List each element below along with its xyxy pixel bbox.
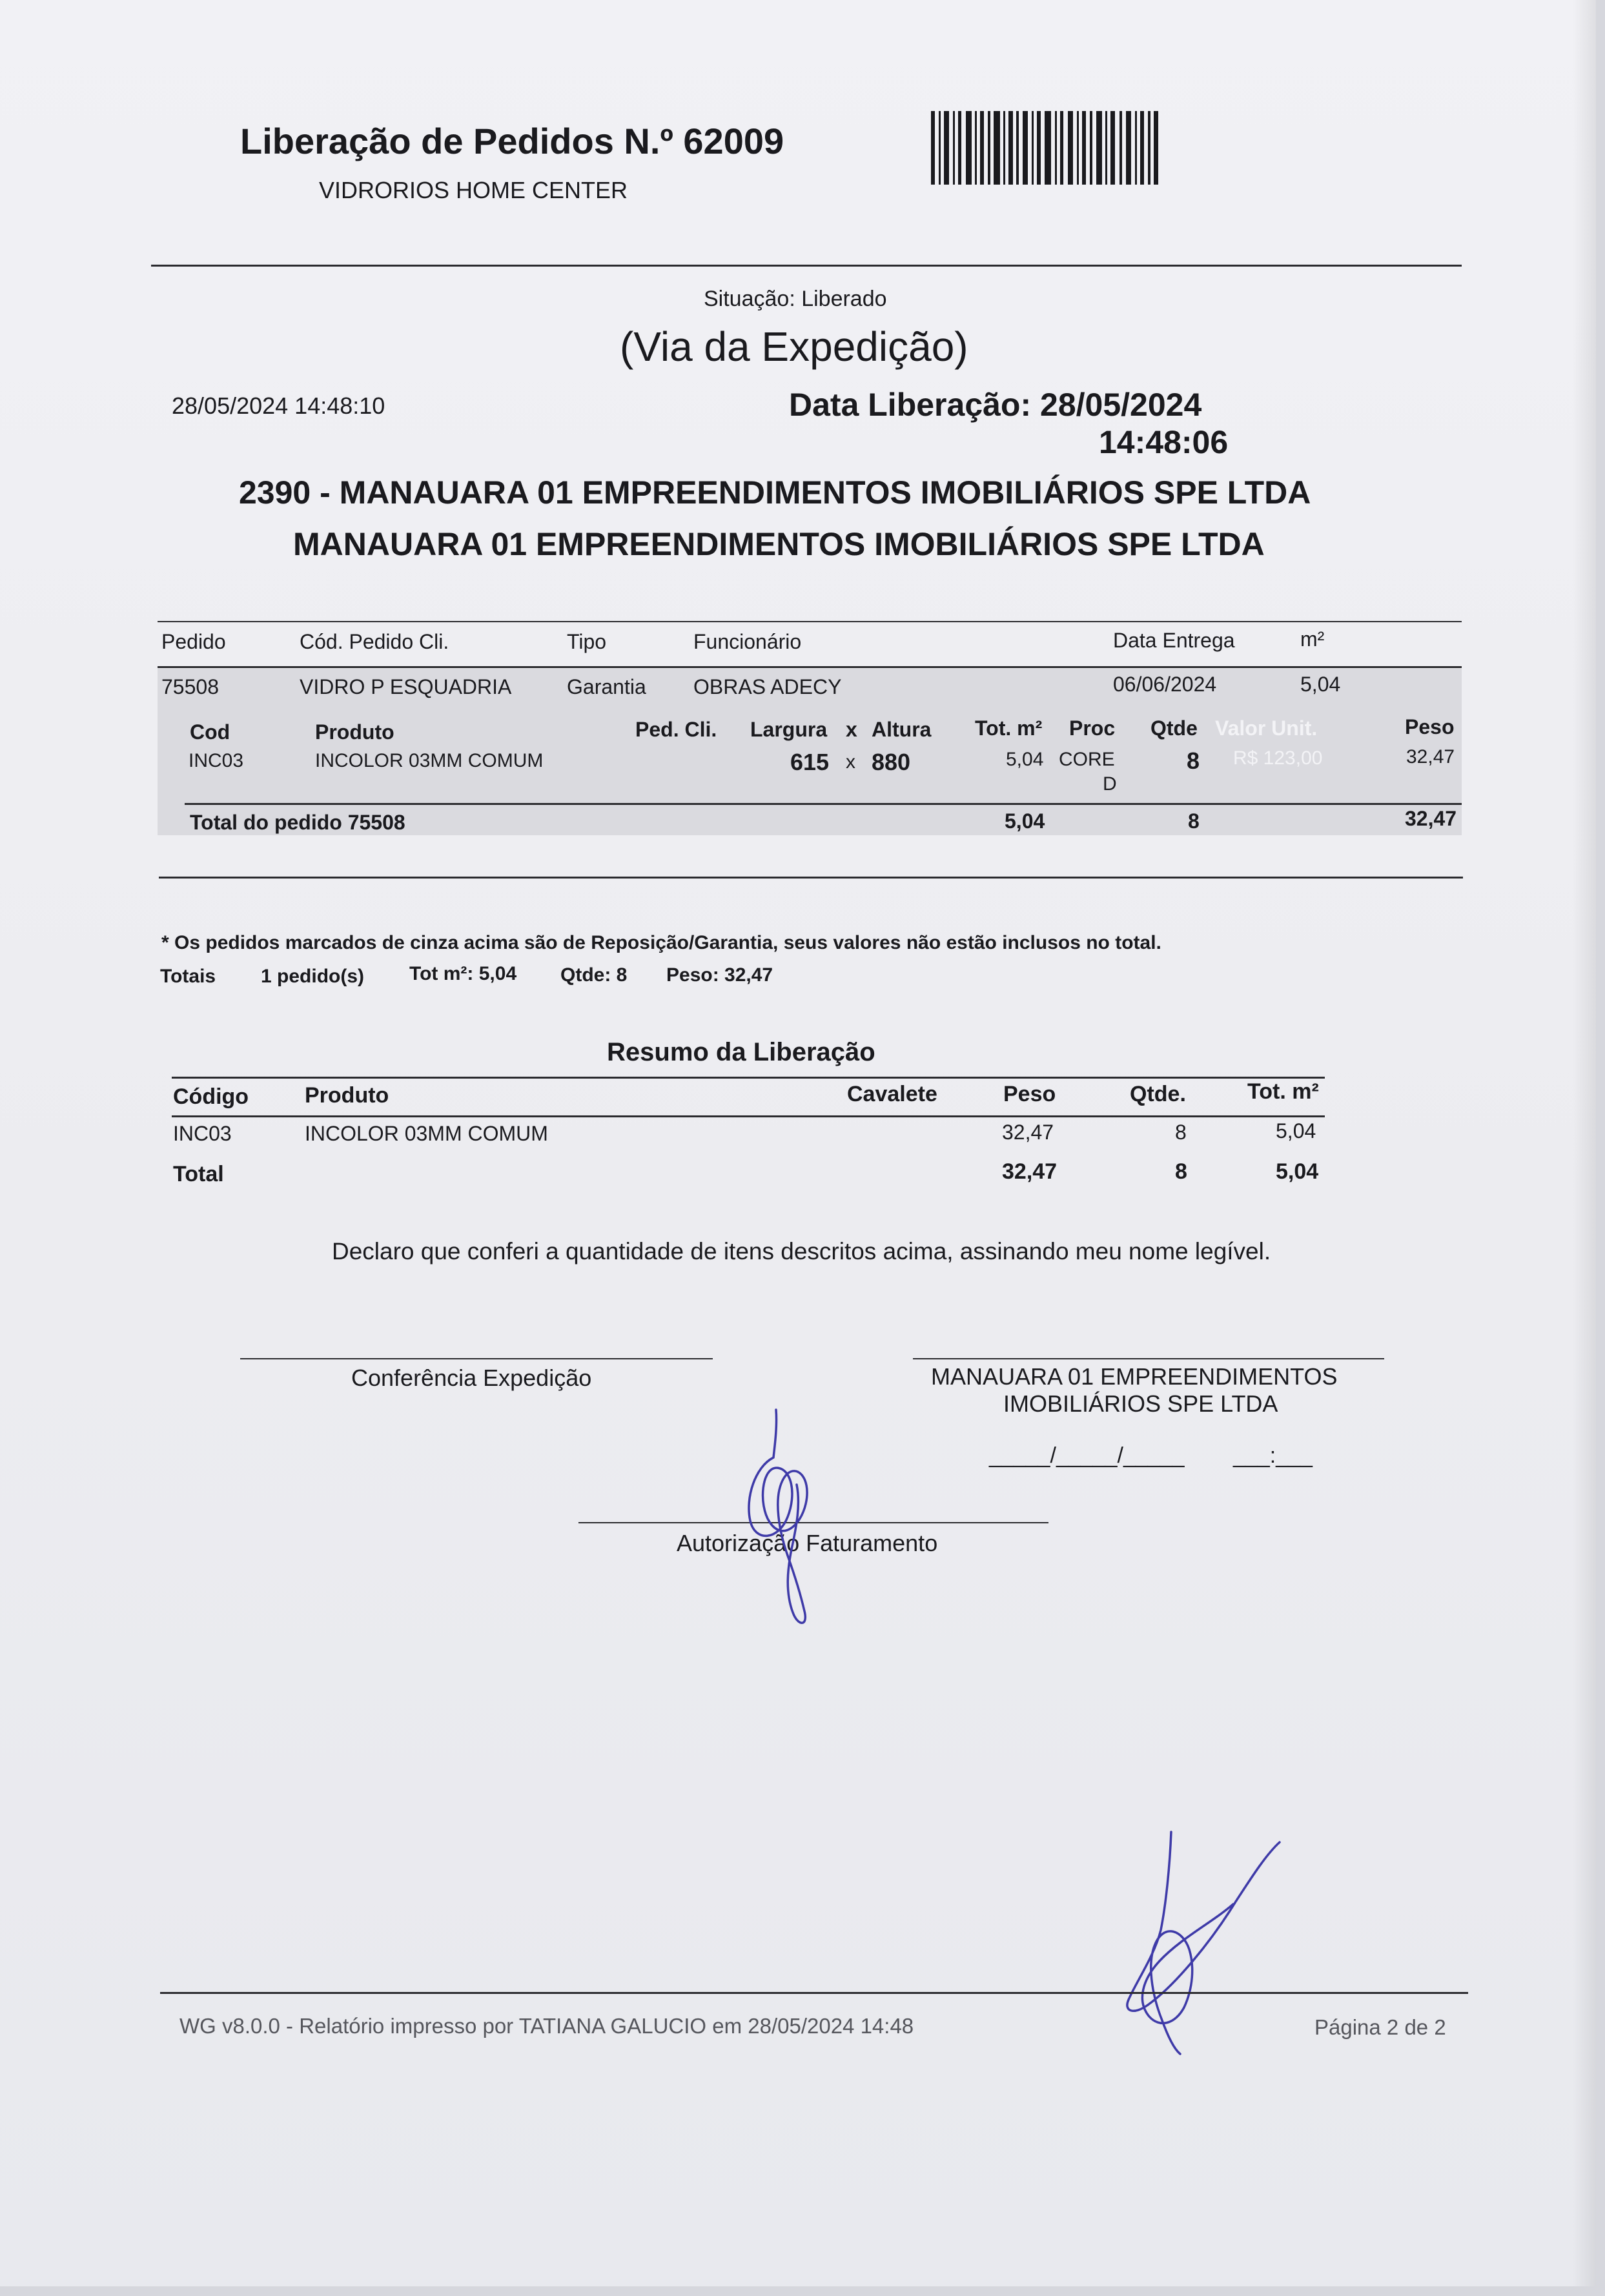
col-header-data-entrega: Data Entrega — [1113, 629, 1235, 652]
item-header-altura: Altura — [872, 718, 932, 741]
resumo-header-peso: Peso — [1003, 1082, 1056, 1106]
data-liberacao-date: Data Liberação: 28/05/2024 — [789, 387, 1202, 423]
autorizacao-label: Autorização Faturamento — [677, 1530, 938, 1556]
resumo-header-produto: Produto — [305, 1083, 389, 1108]
item-header-produto: Produto — [315, 720, 394, 744]
totais-pedidos: 1 pedido(s) — [261, 966, 365, 987]
order-tipo: Garantia — [567, 675, 646, 698]
order-total-peso: 32,47 — [1405, 807, 1457, 830]
order-data-entrega: 06/06/2024 — [1113, 673, 1217, 696]
divider — [151, 265, 1462, 267]
resumo-peso: 32,47 — [1002, 1121, 1054, 1144]
resumo-tot-m2: 5,04 — [1276, 1119, 1316, 1143]
declaration: Declaro que conferi a quantidade de itens descritos acima, assinando meu nome legível. — [332, 1238, 1271, 1265]
resumo-qtde: 8 — [1175, 1121, 1187, 1144]
company-signature-line1: MANAUARA 01 EMPREENDIMENTOS — [931, 1363, 1338, 1390]
resumo-header-tot-m2: Tot. m² — [1247, 1079, 1319, 1104]
item-header-tot-m2: Tot. m² — [975, 716, 1043, 740]
garantia-note: * Os pedidos marcados de cinza acima são de Reposição/Garantia, seus valores não estão inclusos no total. — [161, 932, 1161, 953]
resumo-produto: INCOLOR 03MM COMUM — [305, 1122, 548, 1145]
item-proc-line1: CORE — [1059, 749, 1115, 770]
order-total-tot-m2: 5,04 — [1005, 809, 1045, 833]
resumo-header-cavalete: Cavalete — [847, 1082, 937, 1106]
resumo-header-qtde: Qtde. — [1130, 1082, 1186, 1106]
time-blank: ___:___ — [1233, 1443, 1313, 1468]
resumo-codigo: INC03 — [173, 1122, 232, 1145]
footer-report-info: WG v8.0.0 - Relatório impresso por TATIANA GALUCIO em 28/05/2024 14:48 — [179, 2014, 914, 2038]
divider — [159, 877, 1463, 879]
handwritten-signature-2 — [1098, 1827, 1291, 2059]
item-header-ped-cli: Ped. Cli. — [635, 718, 717, 741]
order-m2: 5,04 — [1300, 673, 1341, 696]
footer-page-number: Página 2 de 2 — [1314, 2015, 1446, 2039]
resumo-total-tot-m2: 5,04 — [1276, 1159, 1319, 1184]
item-produto: INCOLOR 03MM COMUM — [315, 750, 544, 771]
print-datetime: 28/05/2024 14:48:10 — [172, 392, 385, 419]
resumo-total-peso: 32,47 — [1002, 1159, 1058, 1184]
signature-line-conferencia — [240, 1358, 713, 1359]
col-header-pedido: Pedido — [161, 630, 226, 653]
order-total-label: Total do pedido 75508 — [190, 811, 405, 834]
item-header-x: x — [846, 718, 857, 741]
data-liberacao-time: 14:48:06 — [1099, 424, 1229, 460]
item-header-largura: Largura — [750, 718, 828, 741]
resumo-total-label: Total — [173, 1162, 224, 1186]
footer-divider — [160, 1992, 1468, 1994]
col-header-m2: m² — [1300, 627, 1325, 651]
col-header-funcionario: Funcionário — [693, 630, 802, 653]
totais-qtde: Qtde: 8 — [560, 964, 628, 986]
order-funcionario: OBRAS ADECY — [693, 675, 842, 698]
date-blank: _____/_____/_____ — [989, 1443, 1185, 1468]
resumo-header-codigo: Código — [173, 1084, 249, 1109]
company-name: VIDRORIOS HOME CENTER — [319, 177, 628, 203]
order-cod-pedido-cli: VIDRO P ESQUADRIA — [300, 675, 512, 698]
order-total-qtde: 8 — [1188, 809, 1200, 833]
via-expedicao: (Via da Expedição) — [620, 323, 968, 370]
client-line-1: 2390 - MANAUARA 01 EMPREENDIMENTOS IMOBILIÁRIOS SPE LTDA — [239, 474, 1311, 511]
order-pedido: 75508 — [161, 675, 219, 698]
barcode — [931, 111, 1158, 185]
document-title: Liberação de Pedidos N.º 62009 — [240, 121, 784, 161]
item-cod: INC03 — [189, 750, 244, 771]
divider — [158, 621, 1462, 622]
situacao: Situação: Liberado — [704, 287, 887, 311]
item-proc-line2: D — [1103, 773, 1117, 795]
col-header-tipo: Tipo — [567, 630, 607, 653]
divider — [172, 1115, 1325, 1117]
item-header-proc: Proc — [1069, 716, 1116, 740]
client-line-2: MANAUARA 01 EMPREENDIMENTOS IMOBILIÁRIOS SPE LTDA — [293, 526, 1265, 562]
divider — [158, 666, 1462, 668]
conferencia-label: Conferência Expedição — [351, 1365, 592, 1391]
item-tot-m2: 5,04 — [1006, 749, 1044, 770]
item-header-qtde: Qtde — [1150, 716, 1198, 740]
col-header-cod-pedido-cli: Cód. Pedido Cli. — [300, 630, 449, 653]
item-qtde: 8 — [1187, 747, 1200, 774]
resumo-total-qtde: 8 — [1175, 1159, 1187, 1184]
divider — [172, 1077, 1325, 1079]
signature-line-company — [913, 1358, 1384, 1359]
divider — [185, 803, 1462, 805]
item-altura: 880 — [872, 749, 911, 775]
item-valor-unit: R$ 123,00 — [1233, 747, 1323, 769]
handwritten-signature-1 — [730, 1407, 826, 1633]
item-header-valor-unit: Valor Unit. — [1215, 716, 1318, 740]
totais-tot-m2: Tot m²: 5,04 — [409, 963, 517, 984]
item-largura: 615 — [790, 749, 830, 775]
totais-peso: Peso: 32,47 — [666, 964, 773, 986]
item-peso: 32,47 — [1406, 746, 1455, 767]
item-header-peso: Peso — [1405, 715, 1455, 738]
company-signature-line2: IMOBILIÁRIOS SPE LTDA — [1003, 1390, 1278, 1417]
resumo-title: Resumo da Liberação — [607, 1038, 875, 1066]
item-header-cod: Cod — [190, 720, 230, 744]
totais-label: Totais — [160, 966, 216, 987]
item-x: x — [846, 751, 855, 773]
